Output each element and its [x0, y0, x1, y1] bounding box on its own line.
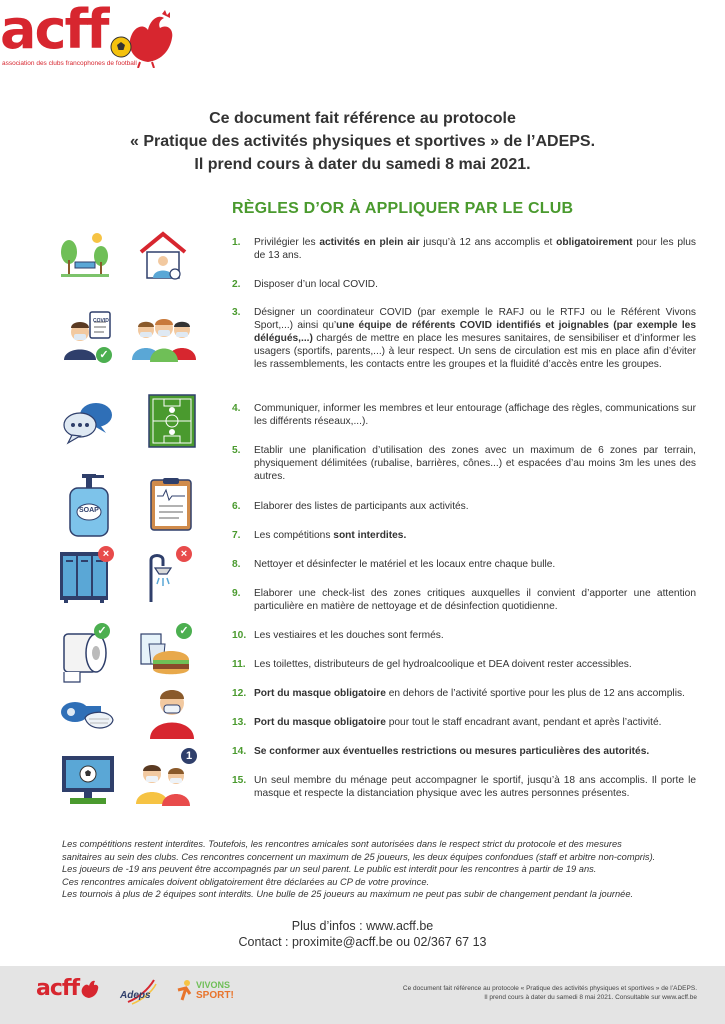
monitor-icon	[60, 752, 116, 808]
footer-acff-logo: acff	[36, 976, 80, 1001]
rule-text-segment: Privilégier les	[254, 237, 320, 248]
footer-vivons-logo-bottom: SPORT!	[196, 990, 234, 1001]
rules-heading	[232, 200, 573, 218]
rule-text	[254, 629, 696, 642]
footer-vivons-logo-top: VIVONS	[196, 980, 231, 990]
check-icon: ✓	[176, 623, 192, 639]
rule-text	[254, 500, 696, 513]
rule-text-segment: pour tout le staff encadrant avant, pendant et après l’activité.	[385, 717, 662, 728]
food-drink-icon	[135, 630, 197, 686]
footer-adeps-logo: Adeps	[120, 990, 151, 1001]
rule-text-segment: Les compétitions	[254, 530, 334, 541]
rule-number: 4.	[232, 403, 241, 414]
rule-number: 3.	[232, 307, 241, 318]
covid-clipboard-label: COVID	[93, 318, 109, 324]
rule-number: 15.	[232, 775, 247, 786]
rule-text	[254, 716, 696, 729]
referents-team-icon	[130, 308, 200, 364]
rule-text-bold: sont interdites.	[333, 530, 407, 541]
rule-number: 10.	[232, 630, 247, 641]
rule-text-segment: Etablir une planification d’utilisation des zones avec un maximum de 6 zones par terrain, physiquement délimitées (rubalise, barrières, cônes...) et espacées d’au moins 3m les unes des autres.	[254, 445, 696, 482]
masked-person-icon	[144, 683, 200, 739]
home-icon	[135, 228, 191, 284]
more-info-line: Plus d’infos : www.acff.be	[291, 919, 434, 933]
rule-number: 2.	[232, 279, 241, 290]
soap-label: SOAP	[79, 507, 99, 514]
logo-wordmark: acff	[0, 0, 108, 61]
title-line-1: Ce document fait référence au protocole	[209, 110, 516, 127]
rule-number: 7.	[232, 530, 241, 541]
rule-number: 8.	[232, 559, 241, 570]
footer-note-line: Il prend cours à dater du samedi 8 mai 2021. Consultable sur www.acff.be	[484, 994, 697, 1001]
rule-text	[254, 306, 696, 371]
rule-text	[254, 402, 696, 428]
footnote-line: Les tournois à plus de 2 équipes sont interdits. Une bulle de 25 joueurs au maximum ne peut pas subir de changement pendant la journée.	[62, 889, 634, 900]
title-line-2: « Pratique des activités physiques et sportives » de l’ADEPS.	[129, 133, 596, 150]
footnote	[62, 838, 702, 901]
rule-text-bold: Se conformer aux éventuelles restrictions ou mesures particulières des autorités.	[254, 746, 650, 757]
rule-number: 12.	[232, 688, 247, 699]
football-icon	[110, 36, 132, 58]
park-icon	[57, 228, 113, 284]
rule-text-bold: Port du masque obligatoire	[254, 717, 386, 728]
rule-text-segment: pour les plus de 13 ans.	[254, 237, 697, 261]
rule-number: 6.	[232, 501, 241, 512]
rule-text-segment: chargés de mettre en place les mesures sanitaires, de sensibiliser et d’informer les usagers (sportifs, parents,...) à leur respect. Un sens de circulation est mis en place afin d’éviter les rassemblements, les contacts entre les groupes et la fluidité d’accès entre les groupes.	[254, 333, 696, 370]
rule-text-segment: Nettoyer et désinfecter le matériel et les locaux entre chaque bulle.	[254, 559, 556, 570]
rule-text-bold: une équipe de référents COVID identifiés et joignables (par exemple les délégués,...)	[254, 320, 696, 344]
rule-text	[254, 774, 696, 800]
whistle-mask-icon	[55, 688, 117, 744]
title-line-3: Il prend cours à dater du samedi 8 mai 2021.	[194, 156, 531, 173]
rule-number: 13.	[232, 717, 247, 728]
rule-text-bold: Port du masque obligatoire	[254, 688, 386, 699]
rule-number: 11.	[232, 659, 246, 670]
rule-text	[254, 236, 696, 262]
acff-logo	[0, 0, 180, 90]
check-icon: ✓	[94, 623, 110, 639]
footnote-line: Les joueurs de -19 ans peuvent être accompagnés par un seul parent. Le public est interdit pour les rencontres à partir de 19 ans.	[62, 864, 597, 875]
rule-text-bold: activités en plein air	[319, 237, 420, 248]
rule-text-segment: Elaborer des listes de participants aux activités.	[254, 501, 469, 512]
footer-note-line: Ce document fait référence au protocole « Pratique des activités physiques et sportives » de l’ADEPS.	[402, 985, 697, 992]
rule-text	[254, 687, 696, 700]
rule-text-segment: Communiquer, informer les membres et leur entourage (affichage des règles, communications sur les différents réseaux,...).	[254, 403, 696, 427]
rule-text-segment: Les toilettes, distributeurs de gel hydroalcoolique et DEA doivent rester accessibles.	[254, 659, 632, 670]
checklist-clipboard-icon	[145, 476, 201, 532]
rule-text	[254, 529, 696, 542]
footnote-line: Ces rencontres amicales doivent obligatoirement être déclarées au CP de votre province.	[62, 876, 430, 887]
footnote-line: Les compétitions restent interdites. Toutefois, les rencontres amicales sont autorisées dans le respect strict du protocole et des mesures	[62, 839, 622, 849]
rule-text	[254, 558, 696, 571]
rules-heading-emphasis: CLUB	[528, 200, 574, 217]
footer-rooster-icon	[78, 978, 100, 1000]
rule-text-segment: Les vestiaires et les douches sont fermés.	[254, 630, 444, 641]
vivons-sport-figure-icon	[176, 980, 194, 1002]
rule-number: 9.	[232, 588, 241, 599]
rules-heading-prefix: RÈGLES D’OR À APPLIQUER PAR LE	[232, 200, 529, 217]
cross-icon: ×	[176, 546, 192, 562]
cross-icon: ×	[98, 546, 114, 562]
rule-number: 1.	[232, 237, 241, 248]
rule-text-segment: jusqu’à 12 ans accomplis et	[419, 237, 557, 248]
footnote-line: sanitaires au sein des clubs. Ces rencontres concernent un maximum de 25 joueurs, les deux équipes confondues (staff et arbitre non-compris).	[62, 851, 656, 862]
rule-number: 5.	[232, 445, 241, 456]
rule-text	[254, 278, 696, 291]
check-icon: ✓	[96, 347, 112, 363]
rule-number: 14.	[232, 746, 247, 757]
rule-text-segment: Un seul membre du ménage peut accompagner le sportif, jusqu’à 18 ans accomplis. Il porte le masque et respecte la distanciation physique avec les autres personnes présentes.	[254, 775, 696, 799]
rule-text-bold: obligatoirement	[556, 237, 633, 248]
footer-note	[403, 984, 697, 1002]
count-badge: 1	[181, 748, 197, 764]
rule-text-segment: Disposer d’un local COVID.	[254, 279, 378, 290]
logo-tagline: association des clubs francophones de football	[2, 60, 137, 67]
rule-text	[254, 745, 696, 758]
rule-text-segment: en dehors de l’activité sportive pour les plus de 12 ans accomplis.	[385, 688, 685, 699]
football-pitch-icon	[145, 393, 201, 449]
footer	[0, 966, 725, 1024]
rule-text	[254, 587, 696, 613]
contact-line: Contact : proximite@acff.be ou 02/367 67 13	[238, 935, 487, 949]
rule-text-segment: Désigner un coordinateur COVID (par exemple le RAFJ ou le RTFJ ou le Référent Vivons Sport,...) ainsi qu’	[254, 307, 696, 331]
rule-text	[254, 658, 696, 671]
chat-bubbles-icon	[60, 395, 116, 451]
rule-text	[254, 444, 696, 483]
rule-text-segment: Elaborer une check-list des zones critiques auxquelles il convient d’apporter une attention particulière en matière de nettoyage et de désinfection quotidienne.	[254, 588, 696, 612]
soap-dispenser-icon	[60, 472, 116, 538]
